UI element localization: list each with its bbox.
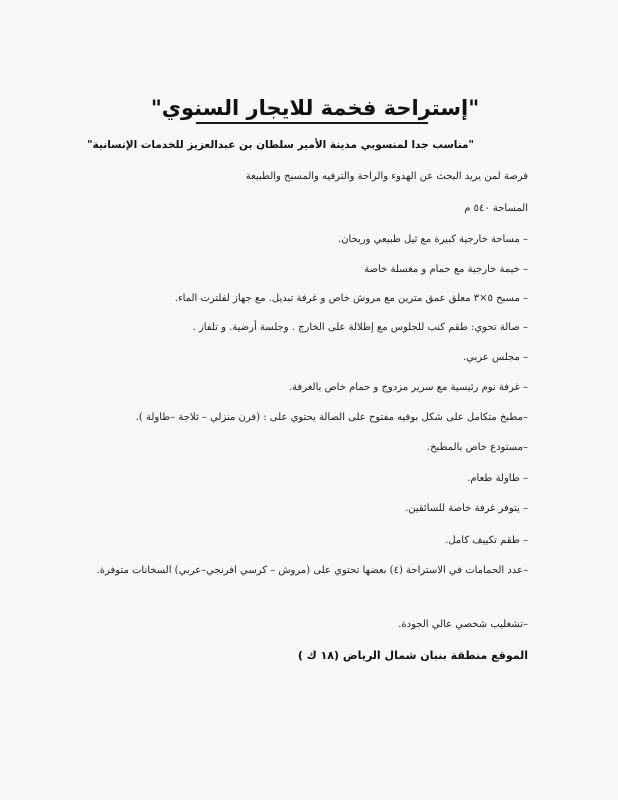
- feature-outdoor-tent: – خيمة خارجية مع حمام و مغسلة خاصة: [364, 264, 528, 275]
- feature-dining-table: – طاولة طعام.: [467, 473, 528, 484]
- document-subtitle: "مناسب جدا لمنسوبي مدينة الأمير سلطان بن عبدالعزيز للخدمات الإنسانية": [87, 139, 474, 151]
- area-line: المساحة ٥٤٠ م: [464, 203, 528, 214]
- intro-line: فرصة لمن يريد البحث عن الهدوء والراحة والترفيه والمسبح والطبيعة: [245, 171, 528, 182]
- location-line: الموقع منطقة بنبان شمال الرياض (١٨ ك ): [297, 649, 528, 662]
- feature-outdoor-area: – مساحة خارجية كبيرة مع ثيل طبيعي وريحان.: [338, 234, 528, 245]
- feature-living-room: – صالة تحوي: طقم كنب للجلوس مع إطلالة على الخارج . وجلسة أرضية. و تلفاز .: [192, 322, 528, 333]
- title-underline: [196, 122, 428, 124]
- feature-pool: – مسبح ٥×٣ معلق عمق مترين مع مروش خاص و غرفة تبديل. مع جهاز لفلترت الماء.: [174, 293, 528, 304]
- feature-ac: – طقم تكييف كامل.: [445, 535, 528, 546]
- document-title: "إستراحة فخمة للايجار السنوي": [150, 96, 480, 120]
- feature-majlis: – مجلس عربي.: [462, 352, 528, 363]
- feature-bathrooms: –عدد الحمامات في الاستراحة (٤) بعضها تحتوي على (مروش – كرسي افرنجي–عربي) السخانات متوفرة.: [96, 565, 528, 576]
- feature-operation: –تشغليب شخصي عالي الجودة.: [398, 619, 528, 630]
- feature-drivers-room: – يتوفر غرفة خاصة للسائقين.: [405, 503, 528, 514]
- feature-storage: –مستودع خاص بالمطبخ.: [426, 442, 528, 453]
- feature-bedroom: – غرفة نوم رئيسية مع سرير مزدوج و حمام خاص بالغرفة.: [288, 382, 528, 393]
- feature-kitchen: –مطبخ متكامل على شكل بوفيه مفتوح على الصالة يحتوي على : (فرن منزلي – ثلاجة –طاولة ).: [135, 412, 528, 423]
